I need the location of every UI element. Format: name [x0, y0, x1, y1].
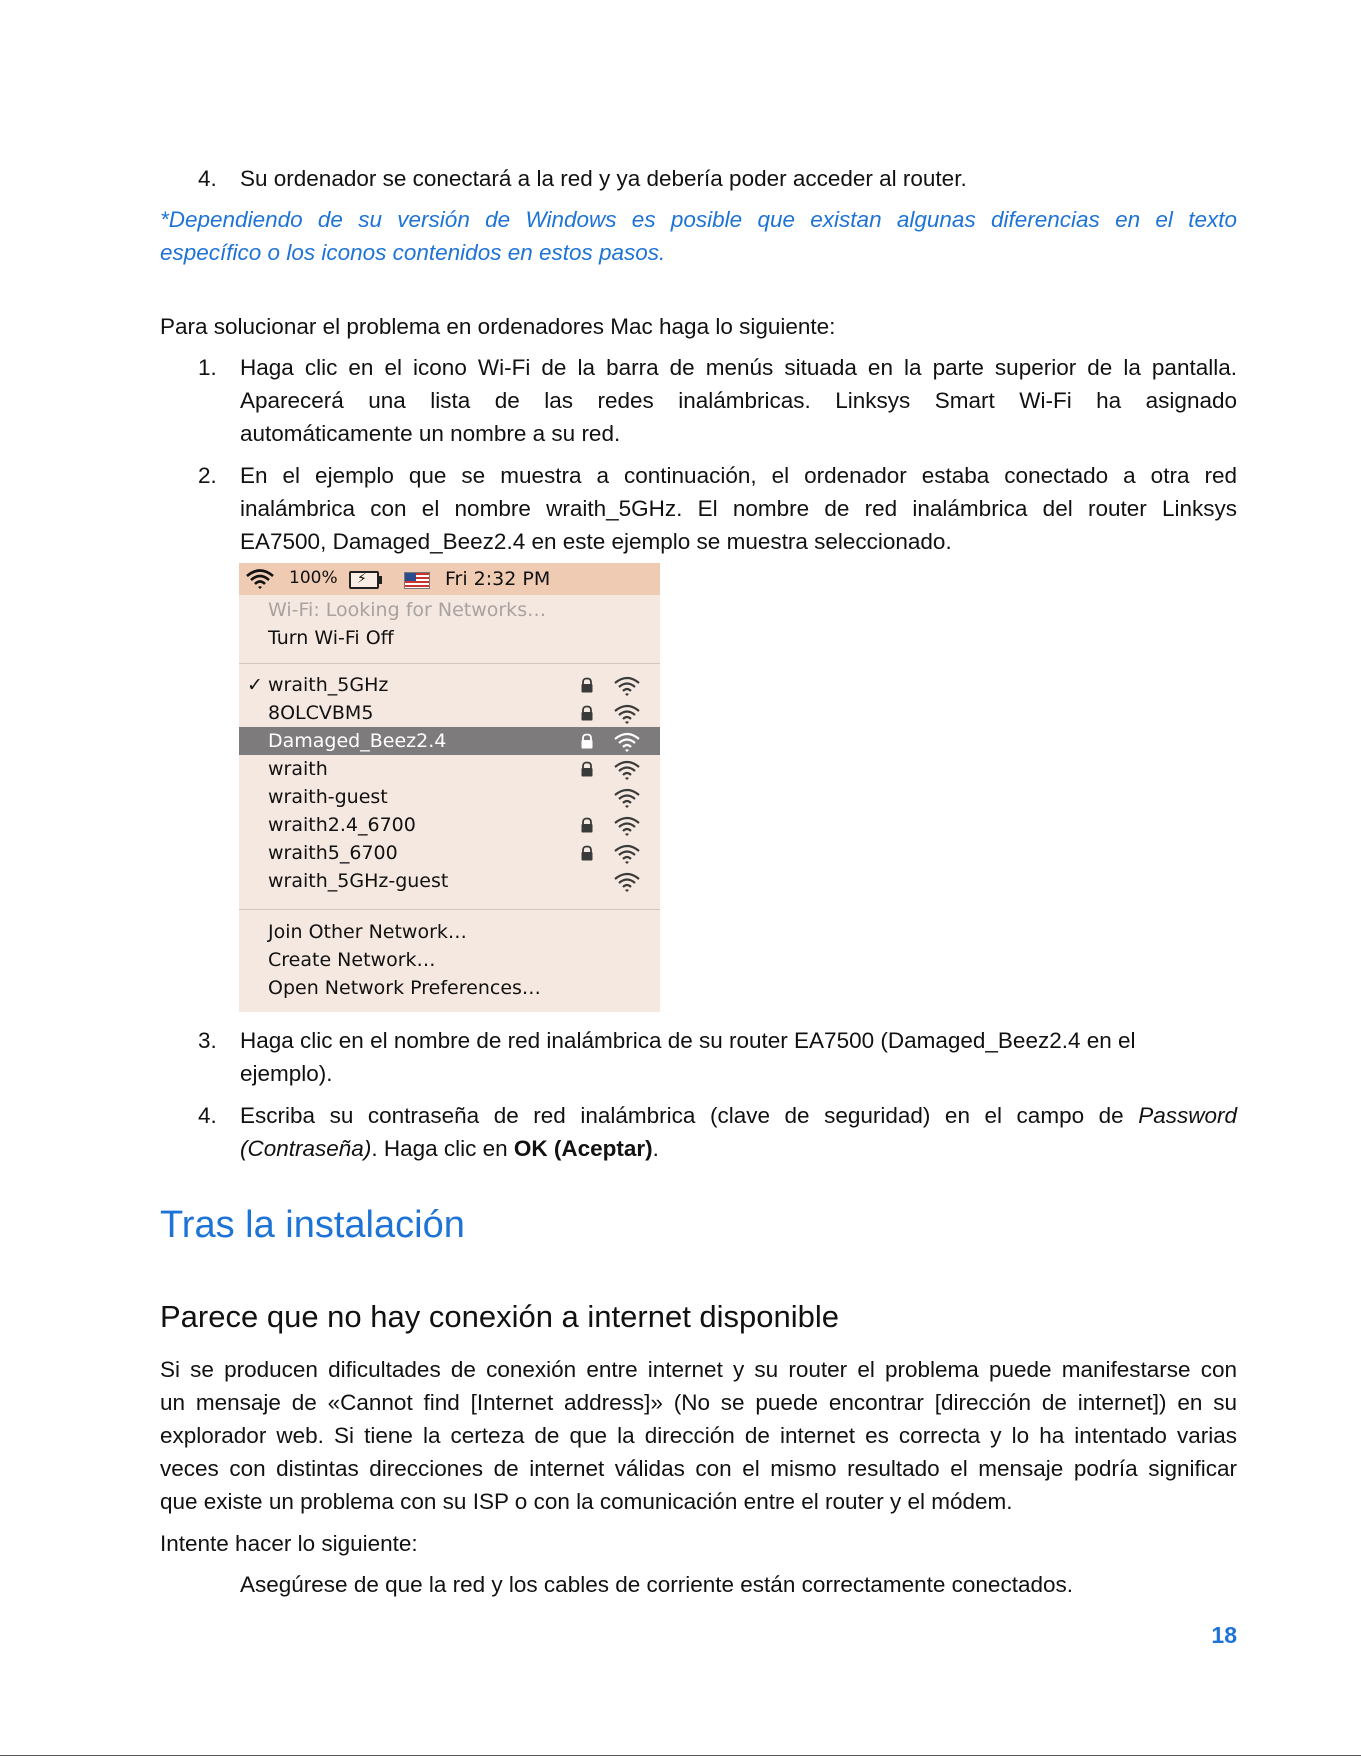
network-item[interactable] — [239, 811, 660, 839]
lock-icon — [579, 677, 595, 693]
network-name: Damaged_Beez2.4 — [268, 730, 447, 752]
step-text: . Haga clic en — [371, 1136, 514, 1161]
password-term-translation: (Contraseña) — [240, 1136, 372, 1161]
wifi-signal-icon — [613, 675, 641, 697]
wifi-signal-icon — [613, 759, 641, 781]
wifi-status — [239, 596, 660, 624]
windows-note-line: *Dependiendo de su versión de Windows es posible que existan algunas diferencias en el texto — [160, 207, 1237, 232]
step-text-line: En el ejemplo que se muestra a continuación, el ordenador estaba conectado a otra red — [240, 463, 1237, 488]
paragraph-line: un mensaje de «Cannot find [Internet address]» (No se puede encontrar [dirección de internet]) en su — [160, 1390, 1237, 1415]
try-intro: Intente hacer lo siguiente: — [160, 1531, 418, 1556]
step-text-line — [240, 1132, 1237, 1165]
menu-separator — [239, 909, 660, 910]
step-text-line: Aparecerá una lista de las redes inalámbricas. Linksys Smart Wi-Fi ha asignado — [240, 388, 1237, 413]
mac-intro: Para solucionar el problema en ordenadores Mac haga lo siguiente: — [160, 314, 836, 339]
page-bottom-rule — [0, 1755, 1361, 1756]
paragraph-line: que existe un problema con su ISP o con la comunicación entre el router y el módem. — [160, 1489, 1013, 1514]
step-text-line: ejemplo). — [240, 1061, 333, 1086]
network-item[interactable] — [239, 727, 660, 755]
ok-button-term: OK (Aceptar) — [513, 1136, 653, 1161]
open-network-preferences-item[interactable] — [239, 974, 660, 1002]
step-text-line: Haga clic en el nombre de red inalámbrica de su router EA7500 (Damaged_Beez2.4 en el — [240, 1028, 1136, 1053]
wifi-signal-icon — [613, 731, 641, 753]
wifi-signal-icon — [613, 815, 641, 837]
lock-icon — [579, 705, 595, 721]
network-name: 8OLCVBM5 — [268, 702, 374, 724]
password-term: Password — [1138, 1103, 1237, 1128]
network-name: wraith2.4_6700 — [268, 814, 416, 836]
checkmark-icon: ✓ — [247, 674, 263, 696]
try-item: Asegúrese de que la red y los cables de corriente están correctamente conectados. — [240, 1572, 1073, 1597]
lock-icon — [579, 733, 595, 749]
menu-item-label: Join Other Network… — [268, 921, 467, 943]
lock-icon — [579, 845, 595, 861]
windows-note-line: específico o los iconos contenidos en estos pasos. — [160, 240, 666, 265]
network-item[interactable] — [239, 699, 660, 727]
create-network-item[interactable] — [239, 946, 660, 974]
menu-separator — [239, 663, 660, 664]
lock-icon — [579, 817, 595, 833]
menubar-clock: Fri 2:32 PM — [445, 568, 551, 590]
network-name: wraith-guest — [268, 786, 388, 808]
step-number: 4. — [198, 1103, 217, 1128]
step-text-line: automáticamente un nombre a su red. — [240, 421, 621, 446]
step-text: Escriba su contraseña de red inalámbrica (clave de seguridad) en el campo de — [240, 1103, 1139, 1128]
wifi-menu-screenshot — [239, 563, 660, 1012]
network-item[interactable] — [239, 755, 660, 783]
us-flag-icon — [404, 572, 430, 589]
menu-item-label: Create Network… — [268, 949, 436, 971]
network-name: wraith_5GHz — [268, 674, 389, 696]
paragraph-line: Si se producen dificultades de conexión entre internet y su router el problema puede manifestarse con — [160, 1357, 1237, 1382]
step-text-line — [240, 1099, 1237, 1132]
step-text: . — [652, 1136, 659, 1161]
network-name: wraith — [268, 758, 328, 780]
step-text-line: EA7500, Damaged_Beez2.4 en este ejemplo se muestra seleccionado. — [240, 529, 952, 554]
lock-icon — [579, 761, 595, 777]
battery-charging-icon: ⚡ — [349, 571, 379, 589]
wifi-icon — [245, 567, 275, 591]
subsection-title: Parece que no hay conexión a internet disponible — [160, 1299, 840, 1334]
network-name: wraith5_6700 — [268, 842, 398, 864]
mac-menubar — [239, 563, 660, 595]
step-text-line: inalámbrica con el nombre wraith_5GHz. El nombre de red inalámbrica del router Linksys — [240, 496, 1237, 521]
network-name: wraith_5GHz-guest — [268, 870, 449, 892]
turn-wifi-off-item[interactable] — [239, 624, 660, 652]
wifi-signal-icon — [613, 703, 641, 725]
page-number: 18 — [1211, 1622, 1237, 1648]
section-title: Tras la instalación — [160, 1204, 465, 1246]
wifi-status-label: Wi-Fi: Looking for Networks… — [268, 599, 547, 621]
step-text-line: Haga clic en el icono Wi-Fi de la barra de menús situada en la parte superior de la pantalla. — [240, 355, 1237, 380]
network-item[interactable] — [239, 671, 660, 699]
wifi-signal-icon — [613, 871, 641, 893]
wifi-signal-icon — [613, 787, 641, 809]
network-item[interactable] — [239, 839, 660, 867]
step-number: 1. — [198, 355, 217, 380]
wifi-signal-icon — [613, 843, 641, 865]
paragraph-line: veces con distintas direcciones de internet válidas con el mismo resultado el mensaje podría significar — [160, 1456, 1237, 1481]
paragraph-line: explorador web. Si tiene la certeza de que la dirección de internet es correcta y lo ha intentado varias — [160, 1423, 1237, 1448]
menu-item-label: Open Network Preferences… — [268, 977, 541, 999]
network-item[interactable] — [239, 783, 660, 811]
step-number: 4. — [198, 166, 217, 191]
join-other-network-item[interactable] — [239, 918, 660, 946]
step-number: 3. — [198, 1028, 217, 1053]
network-item[interactable] — [239, 867, 660, 895]
menu-item-label: Turn Wi-Fi Off — [268, 627, 394, 649]
step-text: Su ordenador se conectará a la red y ya debería poder acceder al router. — [240, 166, 967, 191]
battery-percent: 100% — [289, 568, 338, 588]
step-number: 2. — [198, 463, 217, 488]
